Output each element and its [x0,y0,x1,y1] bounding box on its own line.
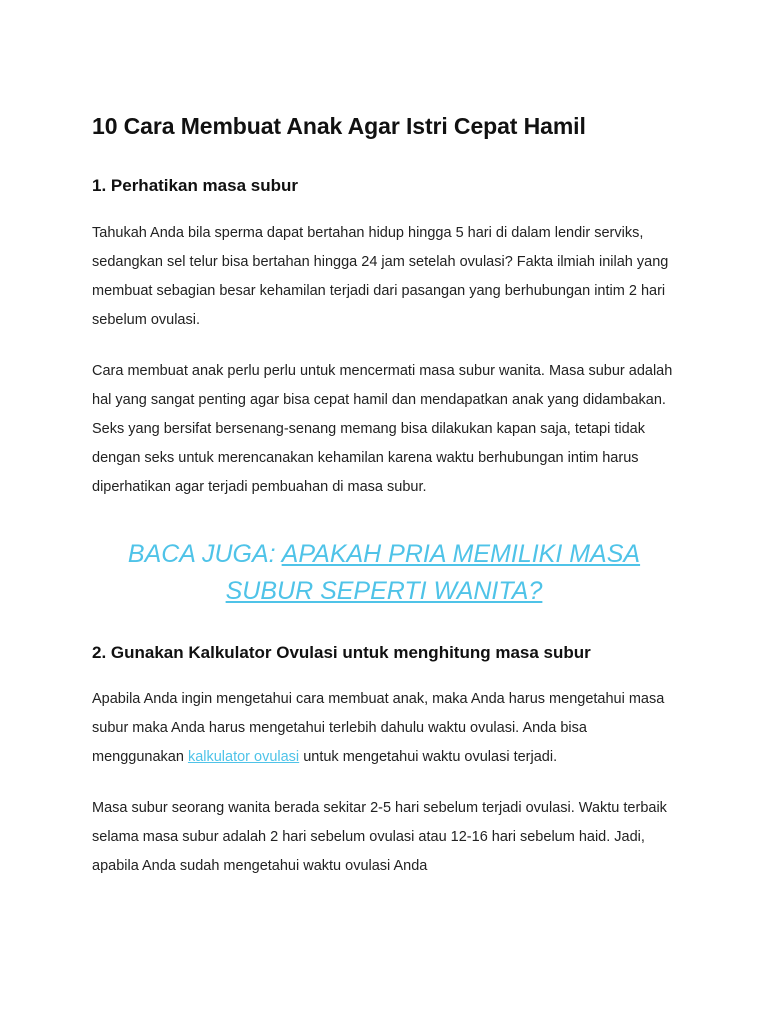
kalkulator-ovulasi-link[interactable]: kalkulator ovulasi [187,749,300,766]
section-2-paragraph-2: Masa subur seorang wanita berada sekitar 2-5 hari sebelum terjadi ovulasi. Waktu terbaik selama masa subur adalah 2 hari sebelum ovulasi atau 12-16 hari sebelum haid. Jadi, apabila Anda sudah mengetahui waktu ovulasi Anda [92,800,667,875]
section-2-paragraph-1-text-before: Apabila Anda ingin mengetahui cara membuat anak, maka Anda harus mengetahui masa subur maka Anda harus mengetahui terlebih dahulu waktu ovulasi. Anda bisa menggunakan [92,691,665,766]
section-heading-2: 2. Gunakan Kalkulator Ovulasi untuk menghitung masa subur [92,642,591,662]
section-1-paragraph-1: Tahukah Anda bila sperma dapat bertahan hidup hingga 5 hari di dalam lendir serviks, sedangkan sel telur bisa bertahan hingga 24 jam setelah ovulasi? Fakta ilmiah inilah yang membuat sebagian besar kehamilan terjadi dari pasangan yang berhubungan intim 2 hari sebelum ovulasi. [92,224,669,328]
baca-juga-link[interactable]: APAKAH PRIA MEMILIKI MASA SUBUR SEPERTI WANITA? [225,539,641,606]
section-2-paragraph-1-text-after: untuk mengetahui waktu ovulasi terjadi. [299,749,558,766]
section-2-paragraph-1 [92,685,676,772]
baca-juga-callout [92,536,676,611]
section-heading-1: 1. Perhatikan masa subur [92,175,298,195]
section-1-paragraph-2: Cara membuat anak perlu perlu untuk mencermati masa subur wanita. Masa subur adalah hal yang sangat penting agar bisa cepat hamil dan mendapatkan anak yang didambakan. Seks yang bersifat bersenang-senang memang bisa dilakukan kapan saja, tetapi tidak dengan seks untuk merencanakan kehamilan karena waktu berhubungan intim harus diperhatikan agar terjadi pembuahan di masa subur. [92,362,673,495]
page-title: 10 Cara Membuat Anak Agar Istri Cepat Hamil [92,113,586,139]
baca-juga-label: BACA JUGA: [127,539,276,568]
